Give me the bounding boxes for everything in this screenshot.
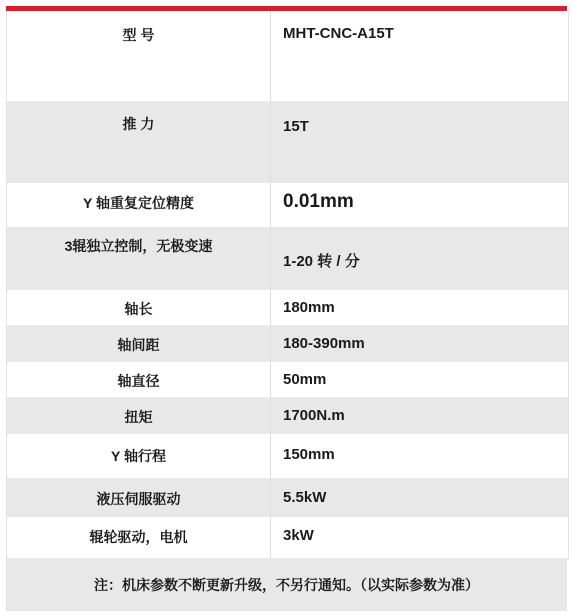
row-label: Y 轴行程 xyxy=(7,434,271,478)
row-label: 型 号 xyxy=(7,11,271,101)
row-value: 150mm xyxy=(283,446,335,463)
row-value: 1-20 转 / 分 xyxy=(283,253,360,270)
row-label: 轴间距 xyxy=(7,326,271,361)
row-value: 0.01mm xyxy=(283,191,354,212)
table-row-model xyxy=(7,11,568,102)
row-value: MHT-CNC-A15T xyxy=(283,25,394,42)
row-label: 轴直径 xyxy=(7,362,271,397)
row-value: 180mm xyxy=(283,299,335,316)
footer-note xyxy=(6,559,567,611)
row-value: 180-390mm xyxy=(283,335,365,352)
table-row-y-travel xyxy=(7,434,568,479)
row-value: 15T xyxy=(283,118,309,135)
row-label: 扭矩 xyxy=(7,398,271,433)
row-label: 推 力 xyxy=(7,102,271,182)
row-value: 1700N.m xyxy=(283,407,345,424)
row-value: 3kW xyxy=(283,527,314,544)
row-label: Y 轴重复定位精度 xyxy=(7,183,271,227)
note-text: 注：机床参数不断更新升级，不另行通知。（以实际参数为准） xyxy=(94,577,479,593)
table-row-y-precision xyxy=(7,183,568,228)
row-label: 液压伺服驱动 xyxy=(7,479,271,516)
row-label: 轴长 xyxy=(7,290,271,325)
row-value: 5.5kW xyxy=(283,489,327,506)
spec-table xyxy=(6,11,569,559)
row-value: 50mm xyxy=(283,371,327,388)
table-row-shaft-length xyxy=(7,290,568,326)
row-label: 辊轮驱动，电机 xyxy=(7,517,271,558)
table-row-torque xyxy=(7,398,568,434)
spec-sheet xyxy=(6,6,567,609)
table-row-roller-motor xyxy=(7,517,568,559)
table-row-roller-control xyxy=(7,228,568,290)
row-label: 3辊独立控制，无极变速 xyxy=(7,228,271,289)
table-row-shaft-diameter xyxy=(7,362,568,398)
table-row-hydraulic-drive xyxy=(7,479,568,517)
table-row-shaft-distance xyxy=(7,326,568,362)
table-row-thrust xyxy=(7,102,568,183)
